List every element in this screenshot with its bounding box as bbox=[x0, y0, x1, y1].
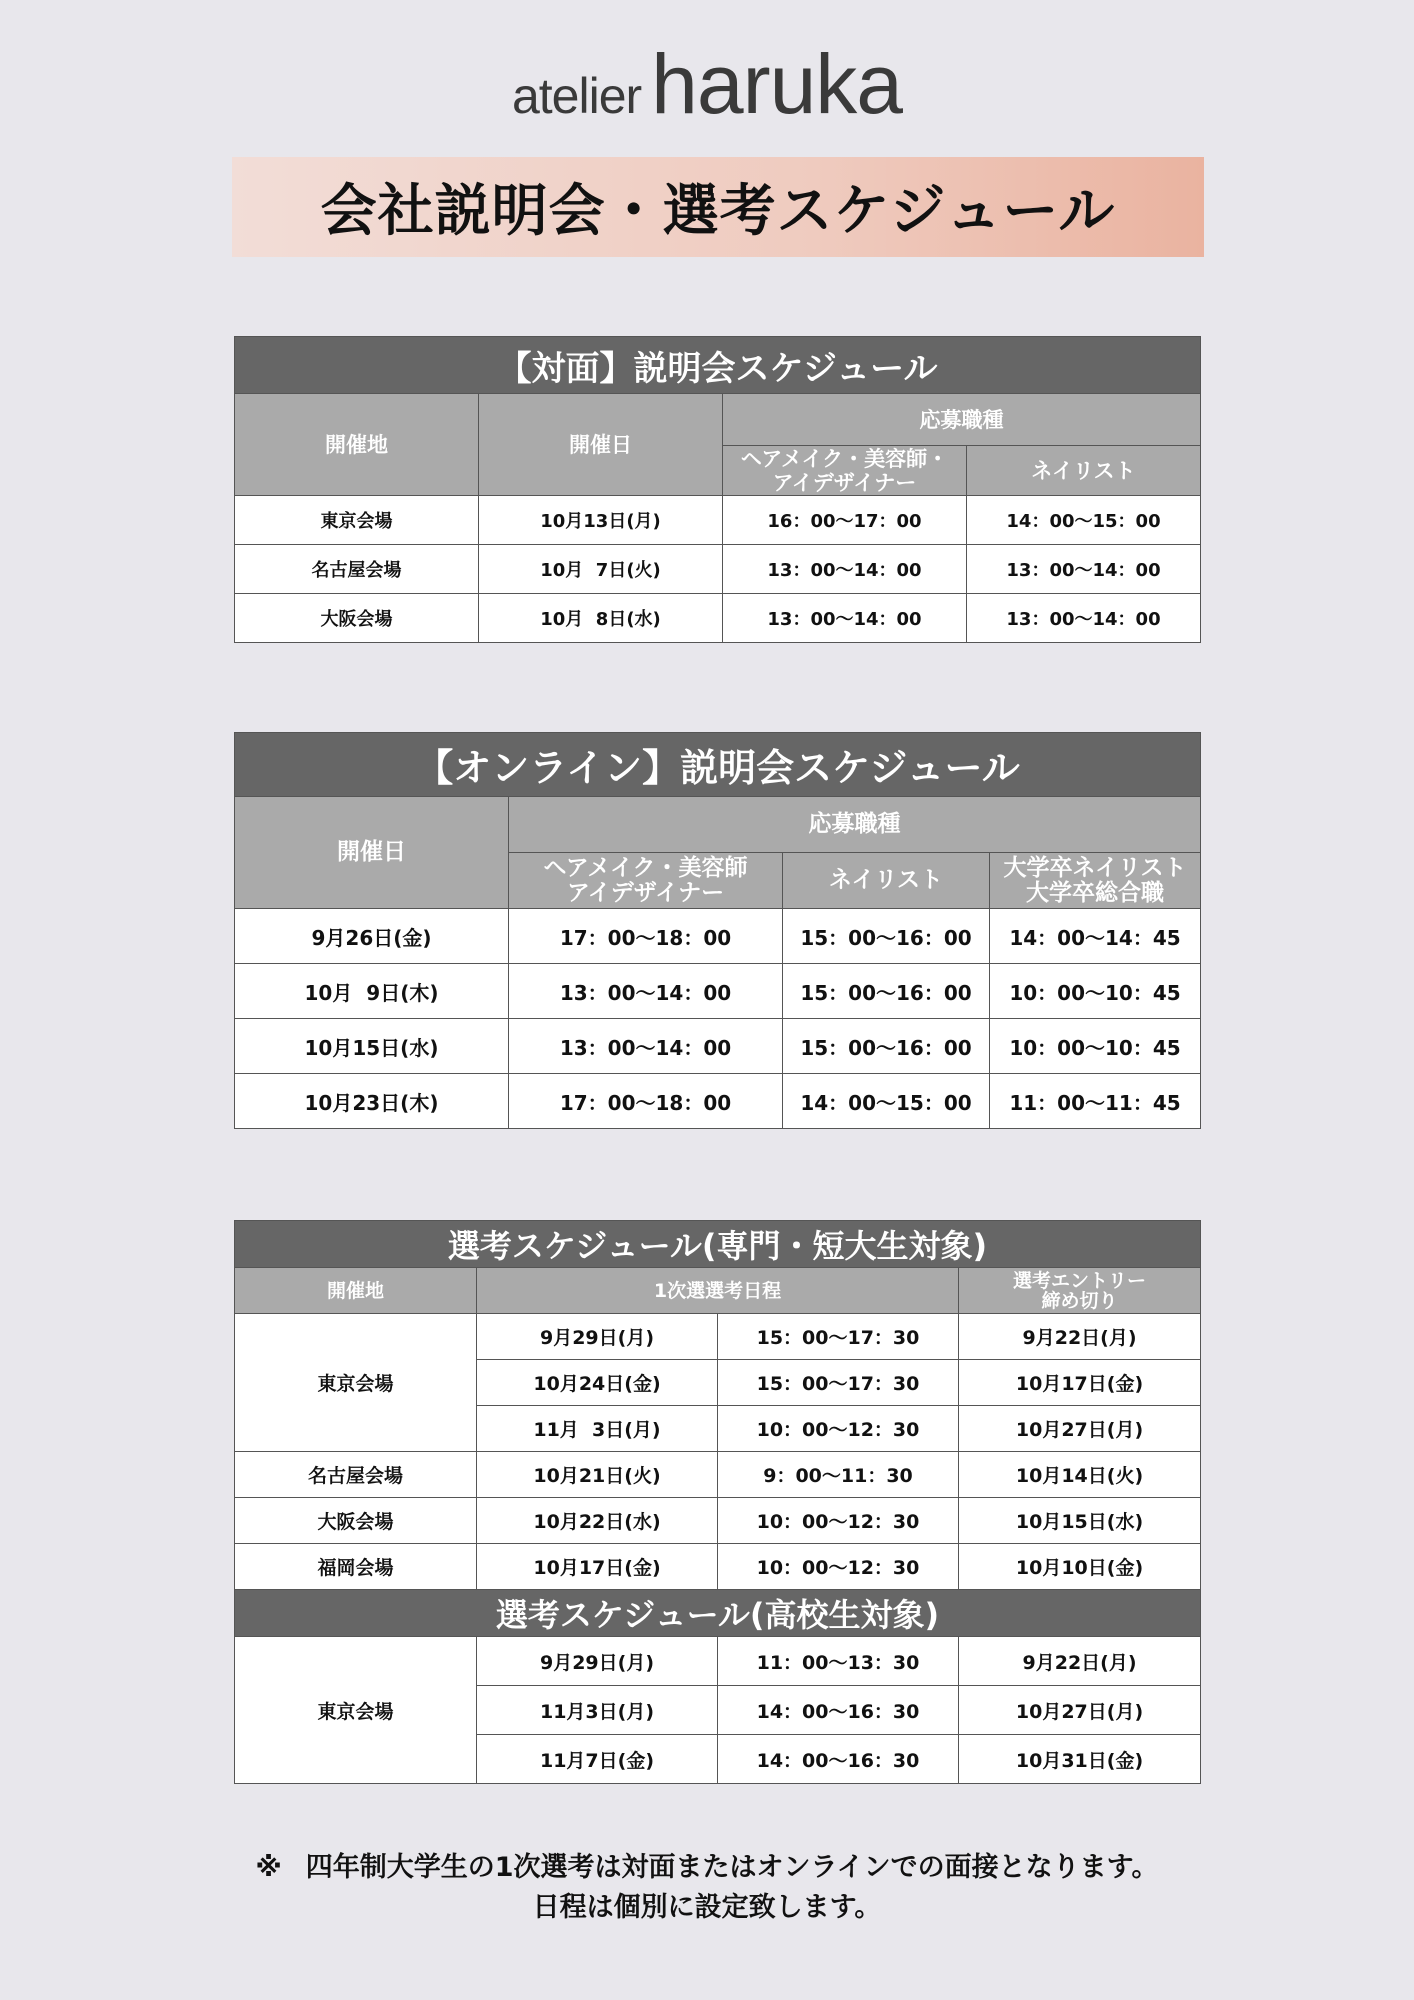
time-cell: 14：00～15：00 bbox=[967, 496, 1201, 545]
deadline-cell: 10月27日(月) bbox=[959, 1406, 1201, 1452]
date-cell: 10月17日(金) bbox=[477, 1544, 718, 1590]
date-cell: 10月 8日(水) bbox=[479, 594, 723, 643]
date-cell: 10月15日(水) bbox=[235, 1019, 509, 1074]
online-col-jobtype: 応募職種 bbox=[509, 797, 1201, 853]
online-col-hair-line1: ヘアメイク・美容師 bbox=[543, 854, 748, 881]
online-col-nail: ネイリスト bbox=[783, 853, 990, 909]
time-cell: 13：00～14：00 bbox=[509, 1019, 783, 1074]
brand-word-atelier: atelier bbox=[511, 68, 642, 124]
time-cell: 13：00～14：00 bbox=[509, 964, 783, 1019]
inperson-col-venue: 開催地 bbox=[235, 394, 479, 496]
time-cell: 14：00～14：45 bbox=[990, 909, 1201, 964]
deadline-cell: 9月22日(月) bbox=[959, 1314, 1201, 1360]
table-row bbox=[235, 594, 1201, 643]
time-cell: 10：00～10：45 bbox=[990, 1019, 1201, 1074]
online-col-date: 開催日 bbox=[235, 797, 509, 909]
deadline-cell: 10月31日(金) bbox=[959, 1735, 1201, 1784]
inperson-col-nail: ネイリスト bbox=[967, 446, 1201, 496]
time-cell: 15：00～17：30 bbox=[718, 1360, 959, 1406]
table-row bbox=[235, 1019, 1201, 1074]
table-row bbox=[235, 909, 1201, 964]
table-row bbox=[235, 496, 1201, 545]
venue-cell: 東京会場 bbox=[235, 496, 479, 545]
footnote-mark: ※ bbox=[255, 1852, 282, 1883]
brand-word-haruka: haruka bbox=[651, 37, 903, 131]
inperson-col-date: 開催日 bbox=[479, 394, 723, 496]
venue-cell: 福岡会場 bbox=[235, 1544, 477, 1590]
time-cell: 14：00～16：30 bbox=[718, 1686, 959, 1735]
time-cell: 9：00～11：30 bbox=[718, 1452, 959, 1498]
venue-cell: 大阪会場 bbox=[235, 594, 479, 643]
online-col-univ-line2: 大学卒総合職 bbox=[1026, 879, 1165, 906]
inperson-col-jobtype: 応募職種 bbox=[723, 394, 1201, 446]
date-cell: 11月3日(月) bbox=[477, 1686, 718, 1735]
date-cell: 10月21日(火) bbox=[477, 1452, 718, 1498]
online-col-univ-line1: 大学卒ネイリスト bbox=[1003, 854, 1187, 881]
time-cell: 10：00～12：30 bbox=[718, 1406, 959, 1452]
table-row bbox=[235, 964, 1201, 1019]
deadline-cell: 10月10日(金) bbox=[959, 1544, 1201, 1590]
date-cell: 10月 7日(火) bbox=[479, 545, 723, 594]
date-cell: 9月26日(金) bbox=[235, 909, 509, 964]
time-cell: 17：00～18：00 bbox=[509, 1074, 783, 1129]
deadline-cell: 10月27日(月) bbox=[959, 1686, 1201, 1735]
time-cell: 11：00～13：30 bbox=[718, 1637, 959, 1686]
time-cell: 14：00～16：30 bbox=[718, 1735, 959, 1784]
online-col-univ bbox=[990, 853, 1201, 909]
time-cell: 15：00～17：30 bbox=[718, 1314, 959, 1360]
time-cell: 15：00～16：00 bbox=[783, 909, 990, 964]
time-cell: 13：00～14：00 bbox=[723, 545, 967, 594]
time-cell: 13：00～14：00 bbox=[967, 594, 1201, 643]
inperson-title: 【対面】説明会スケジュール bbox=[235, 337, 1201, 394]
time-cell: 14：00～15：00 bbox=[783, 1074, 990, 1129]
inperson-schedule-table bbox=[234, 336, 1201, 643]
time-cell: 10：00～10：45 bbox=[990, 964, 1201, 1019]
inperson-col-hair bbox=[723, 446, 967, 496]
online-col-hair-line2: アイデザイナー bbox=[566, 879, 725, 906]
time-cell: 10：00～12：30 bbox=[718, 1544, 959, 1590]
footnote-text1: 四年制大学生の1次選考は対面またはオンラインでの面接となります。 bbox=[305, 1852, 1159, 1883]
table-row bbox=[235, 1452, 1201, 1498]
venue-cell: 東京会場 bbox=[235, 1637, 477, 1784]
table-row bbox=[235, 1637, 1201, 1686]
time-cell: 15：00～16：00 bbox=[783, 964, 990, 1019]
venue-cell: 名古屋会場 bbox=[235, 545, 479, 594]
time-cell: 17：00～18：00 bbox=[509, 909, 783, 964]
date-cell: 9月29日(月) bbox=[477, 1637, 718, 1686]
time-cell: 16：00～17：00 bbox=[723, 496, 967, 545]
page-title: 会社説明会・選考スケジュール bbox=[320, 179, 1116, 244]
selection-col-deadline bbox=[959, 1268, 1201, 1314]
page-title-banner bbox=[232, 157, 1204, 257]
date-cell: 10月22日(水) bbox=[477, 1498, 718, 1544]
inperson-col-hair-line1: ヘアメイク・美容師・ bbox=[740, 446, 949, 471]
table-row bbox=[235, 1314, 1201, 1360]
deadline-cell: 10月17日(金) bbox=[959, 1360, 1201, 1406]
brand-logo bbox=[0, 36, 1414, 133]
footnote-line2: 日程は個別に設定致します。 bbox=[532, 1892, 882, 1923]
table-row bbox=[235, 545, 1201, 594]
time-cell: 13：00～14：00 bbox=[967, 545, 1201, 594]
date-cell: 10月13日(月) bbox=[479, 496, 723, 545]
selection-col-deadline-line2: 締め切り bbox=[1041, 1289, 1118, 1312]
selection-col-deadline-line1: 選考エントリー bbox=[1013, 1269, 1147, 1292]
online-col-hair bbox=[509, 853, 783, 909]
time-cell: 15：00～16：00 bbox=[783, 1019, 990, 1074]
table-row bbox=[235, 1544, 1201, 1590]
selection-title: 選考スケジュール(専門・短大生対象) bbox=[235, 1221, 1201, 1268]
inperson-col-hair-line2: アイデザイナー bbox=[772, 470, 917, 495]
date-cell: 10月24日(金) bbox=[477, 1360, 718, 1406]
deadline-cell: 10月15日(水) bbox=[959, 1498, 1201, 1544]
deadline-cell: 10月14日(火) bbox=[959, 1452, 1201, 1498]
date-cell: 10月23日(木) bbox=[235, 1074, 509, 1129]
date-cell: 11月 3日(月) bbox=[477, 1406, 718, 1452]
date-cell: 11月7日(金) bbox=[477, 1735, 718, 1784]
time-cell: 10：00～12：30 bbox=[718, 1498, 959, 1544]
venue-cell: 名古屋会場 bbox=[235, 1452, 477, 1498]
footnote-line1 bbox=[0, 1848, 1414, 1888]
time-cell: 11：00～11：45 bbox=[990, 1074, 1201, 1129]
table-row bbox=[235, 1074, 1201, 1129]
date-cell: 9月29日(月) bbox=[477, 1314, 718, 1360]
online-schedule-table bbox=[234, 732, 1201, 1129]
online-title: 【オンライン】説明会スケジュール bbox=[235, 733, 1201, 797]
venue-cell: 大阪会場 bbox=[235, 1498, 477, 1544]
selection-col-first: 1次選選考日程 bbox=[477, 1268, 959, 1314]
venue-cell: 東京会場 bbox=[235, 1314, 477, 1452]
time-cell: 13：00～14：00 bbox=[723, 594, 967, 643]
table-row bbox=[235, 1498, 1201, 1544]
deadline-cell: 9月22日(月) bbox=[959, 1637, 1201, 1686]
highschool-title: 選考スケジュール(高校生対象) bbox=[235, 1590, 1201, 1637]
selection-schedule-table bbox=[234, 1220, 1201, 1784]
footnote bbox=[0, 1848, 1414, 1928]
date-cell: 10月 9日(木) bbox=[235, 964, 509, 1019]
selection-col-venue: 開催地 bbox=[235, 1268, 477, 1314]
